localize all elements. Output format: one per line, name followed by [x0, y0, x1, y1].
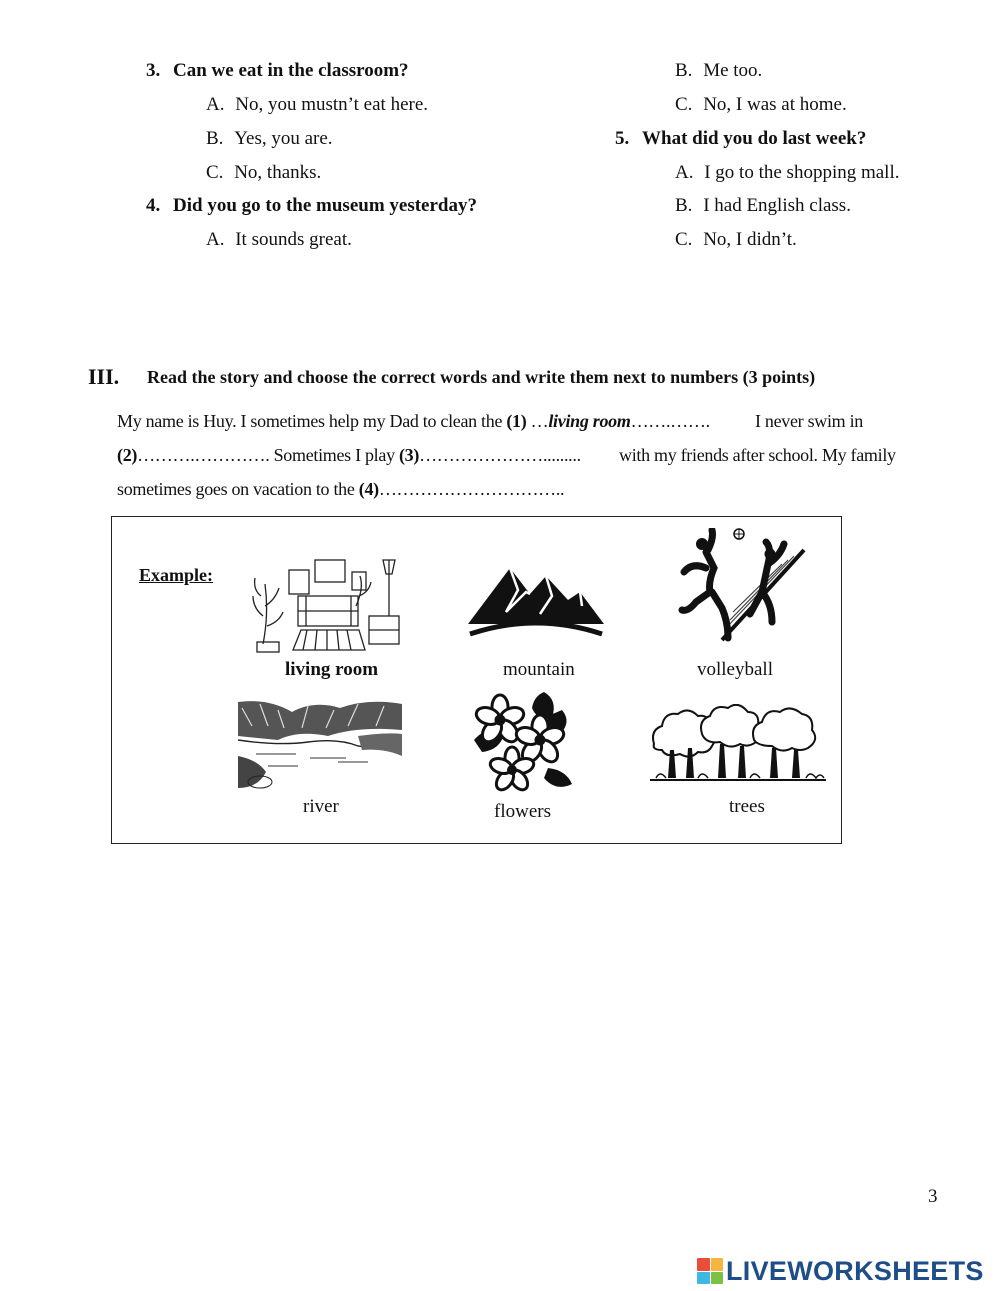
q5-option-c [675, 229, 797, 251]
question-number: 3. [146, 60, 161, 81]
q3-option-b [206, 128, 333, 150]
living-room-image [251, 556, 409, 656]
option-text: No, I didn’t. [703, 229, 797, 250]
q5-option-a [675, 162, 900, 184]
word-mountain: mountain [503, 659, 575, 680]
question-3 [146, 60, 409, 82]
liveworksheets-logo [697, 1256, 984, 1286]
question-text: Can we eat in the classroom? [173, 60, 409, 81]
question-5 [615, 128, 866, 150]
question-4 [146, 195, 477, 217]
option-text: Me too. [703, 60, 763, 81]
logo-badge-icon [697, 1258, 723, 1284]
story-text: My name is Huy. I sometimes help my Dad to clean the [117, 411, 507, 431]
q4-option-c [675, 94, 847, 116]
blank-number: (1) [506, 411, 527, 431]
blank-dots: ………………………….. [378, 479, 565, 499]
option-text: I had English class. [703, 195, 851, 216]
word-living-room: living room [285, 659, 379, 680]
trees-image [650, 704, 826, 786]
option-text: It sounds great. [235, 229, 352, 250]
story-text: ……….…………. Sometimes I play [137, 445, 399, 465]
story-line-2-end: with my friends after school. My family [619, 445, 896, 465]
blank-number: (2) [117, 445, 138, 465]
blank-dots: …….……. [630, 411, 710, 431]
option-letter: B. [675, 60, 693, 81]
page-number: 3 [928, 1186, 938, 1207]
mountain-image [466, 562, 606, 640]
option-letter: A. [206, 94, 225, 115]
option-letter: C. [675, 94, 693, 115]
option-text: No, you mustn’t eat here. [235, 94, 429, 115]
q4-option-a [206, 229, 352, 251]
option-text: Yes, you are. [234, 128, 333, 149]
option-text: I go to the shopping mall. [704, 162, 900, 183]
word-volleyball: volleyball [697, 659, 773, 680]
question-text: What did you do last week? [642, 128, 867, 149]
example-answer: living room [548, 411, 631, 431]
brand-name: LIVEWORKSHEETS [726, 1255, 984, 1286]
option-text: No, thanks. [234, 162, 322, 183]
story-line-1-end: I never swim in [755, 411, 863, 431]
blank-number: (4) [358, 479, 379, 499]
option-text: No, I was at home. [703, 94, 847, 115]
q5-option-b [675, 195, 851, 217]
example-label: Example: [139, 565, 213, 585]
section-heading: Read the story and choose the correct words and write them next to numbers (3 points) [147, 367, 816, 387]
option-letter: A. [675, 162, 694, 183]
q3-option-c [206, 162, 321, 184]
blank-dots: … [526, 411, 549, 431]
option-letter: B. [675, 195, 693, 216]
option-letter: C. [206, 162, 224, 183]
question-number: 5. [615, 128, 630, 149]
story-line-3 [117, 479, 564, 500]
word-trees: trees [729, 796, 765, 817]
word-flowers: flowers [494, 801, 551, 822]
blank-dots: …………………......... [419, 445, 581, 465]
blank-number: (3) [398, 445, 420, 465]
river-image [238, 696, 402, 792]
option-letter: B. [206, 128, 224, 149]
question-number: 4. [146, 195, 161, 216]
q4-option-b [675, 60, 762, 82]
story-line-2 [117, 445, 581, 466]
q3-option-a [206, 94, 428, 116]
question-text: Did you go to the museum yesterday? [173, 195, 477, 216]
section-numeral: III. [88, 364, 120, 389]
story-text: sometimes goes on vacation to the [117, 479, 359, 499]
option-letter: A. [206, 229, 225, 250]
word-river: river [303, 796, 339, 817]
story-line-1 [117, 411, 710, 432]
flowers-image [470, 688, 578, 796]
volleyball-image [678, 528, 808, 646]
option-letter: C. [675, 229, 693, 250]
